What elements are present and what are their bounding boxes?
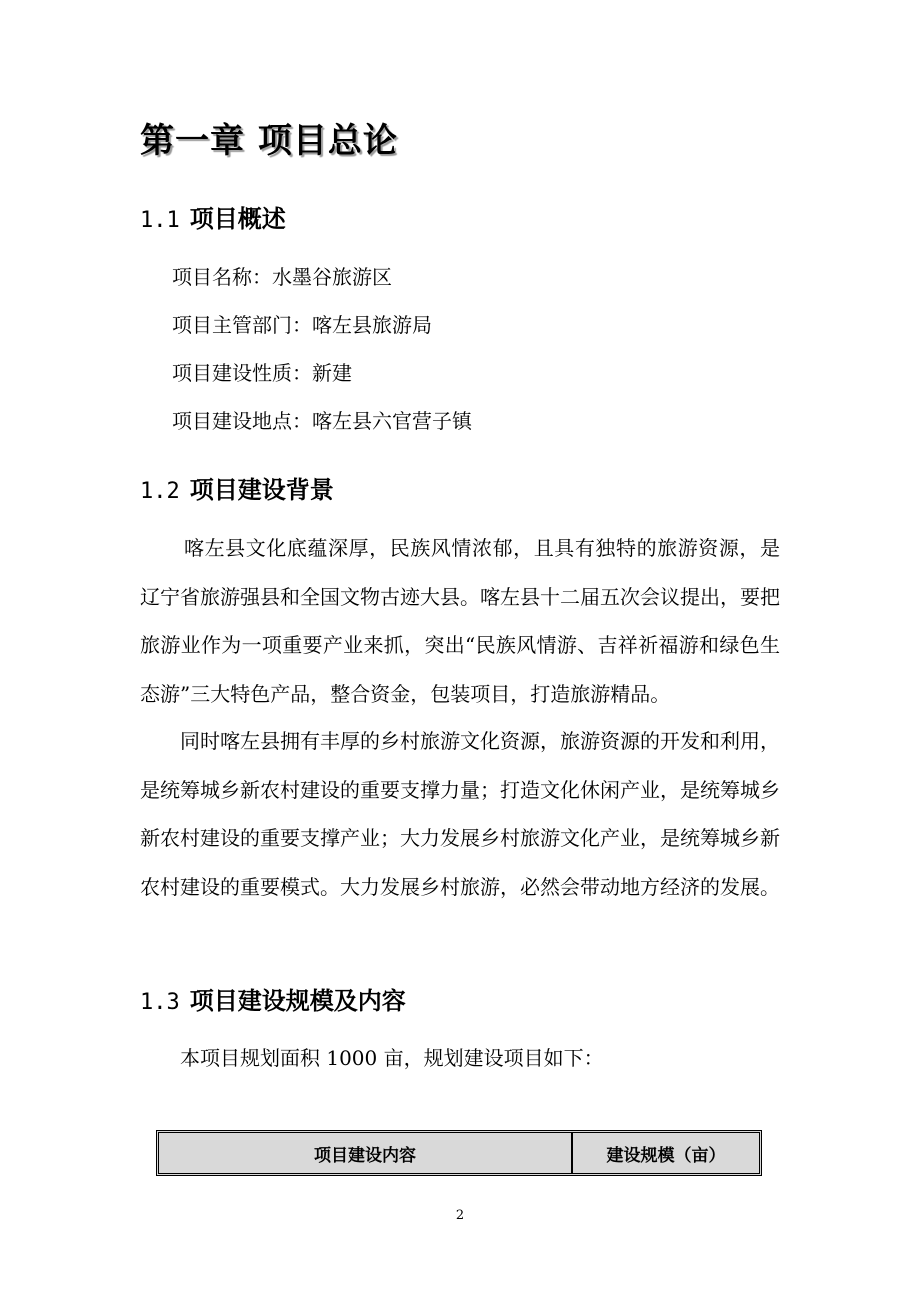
section-title: 项目概述 — [189, 205, 286, 233]
background-paragraph-2: 同时喀左县拥有丰厚的乡村旅游文化资源，旅游资源的开发和利用，是统筹城乡新农村建设的重要支撑力量；打造文化休闲产业，是统筹城乡新农村建设的重要支撑产业；大力发展乡村旅游文化产业，是统筹城乡新农村建设的重要模式。大力发展乡村旅游，必然会带动地方经济的发展。 — [140, 729, 780, 899]
section-number: 1.3 — [140, 990, 180, 1015]
section-number: 1.1 — [140, 208, 180, 233]
background-paragraph-1: 喀左县文化底蕴深厚，民族风情浓郁，且具有独特的旅游资源，是辽宁省旅游强县和全国文物古迹大县。喀左县十二届五次会议提出，要把旅游业作为一项重要产业来抓，突出“民族风情游、吉祥祈福游和绿色生态游”三大特色产品，整合资金，包装项目，打造旅游精品。 — [140, 536, 780, 706]
section-heading-1-1 — [140, 203, 286, 237]
project-location-line: 项目建设地点：喀左县六官营子镇 — [172, 409, 472, 433]
table-header-content: 项目建设内容 — [159, 1133, 572, 1173]
section-heading-1-2 — [140, 474, 334, 508]
project-name-line: 项目名称：水墨谷旅游区 — [172, 265, 392, 289]
project-department-line: 项目主管部门：喀左县旅游局 — [172, 313, 432, 337]
section-heading-1-3 — [140, 985, 406, 1019]
construction-table-grid — [159, 1133, 759, 1173]
construction-table — [156, 1130, 762, 1176]
table-header-row — [159, 1133, 759, 1173]
section-title: 项目建设规模及内容 — [189, 987, 406, 1015]
section-number: 1.2 — [140, 479, 180, 504]
page-number: 2 — [455, 1208, 465, 1223]
chapter-title: 第一章 项目总论 — [140, 121, 398, 161]
section-title: 项目建设背景 — [189, 476, 334, 504]
project-nature-line: 项目建设性质：新建 — [172, 361, 352, 385]
scale-intro-paragraph: 本项目规划面积 1000 亩，规划建设项目如下： — [180, 1046, 604, 1070]
table-header-scale: 建设规模（亩） — [606, 1145, 726, 1166]
